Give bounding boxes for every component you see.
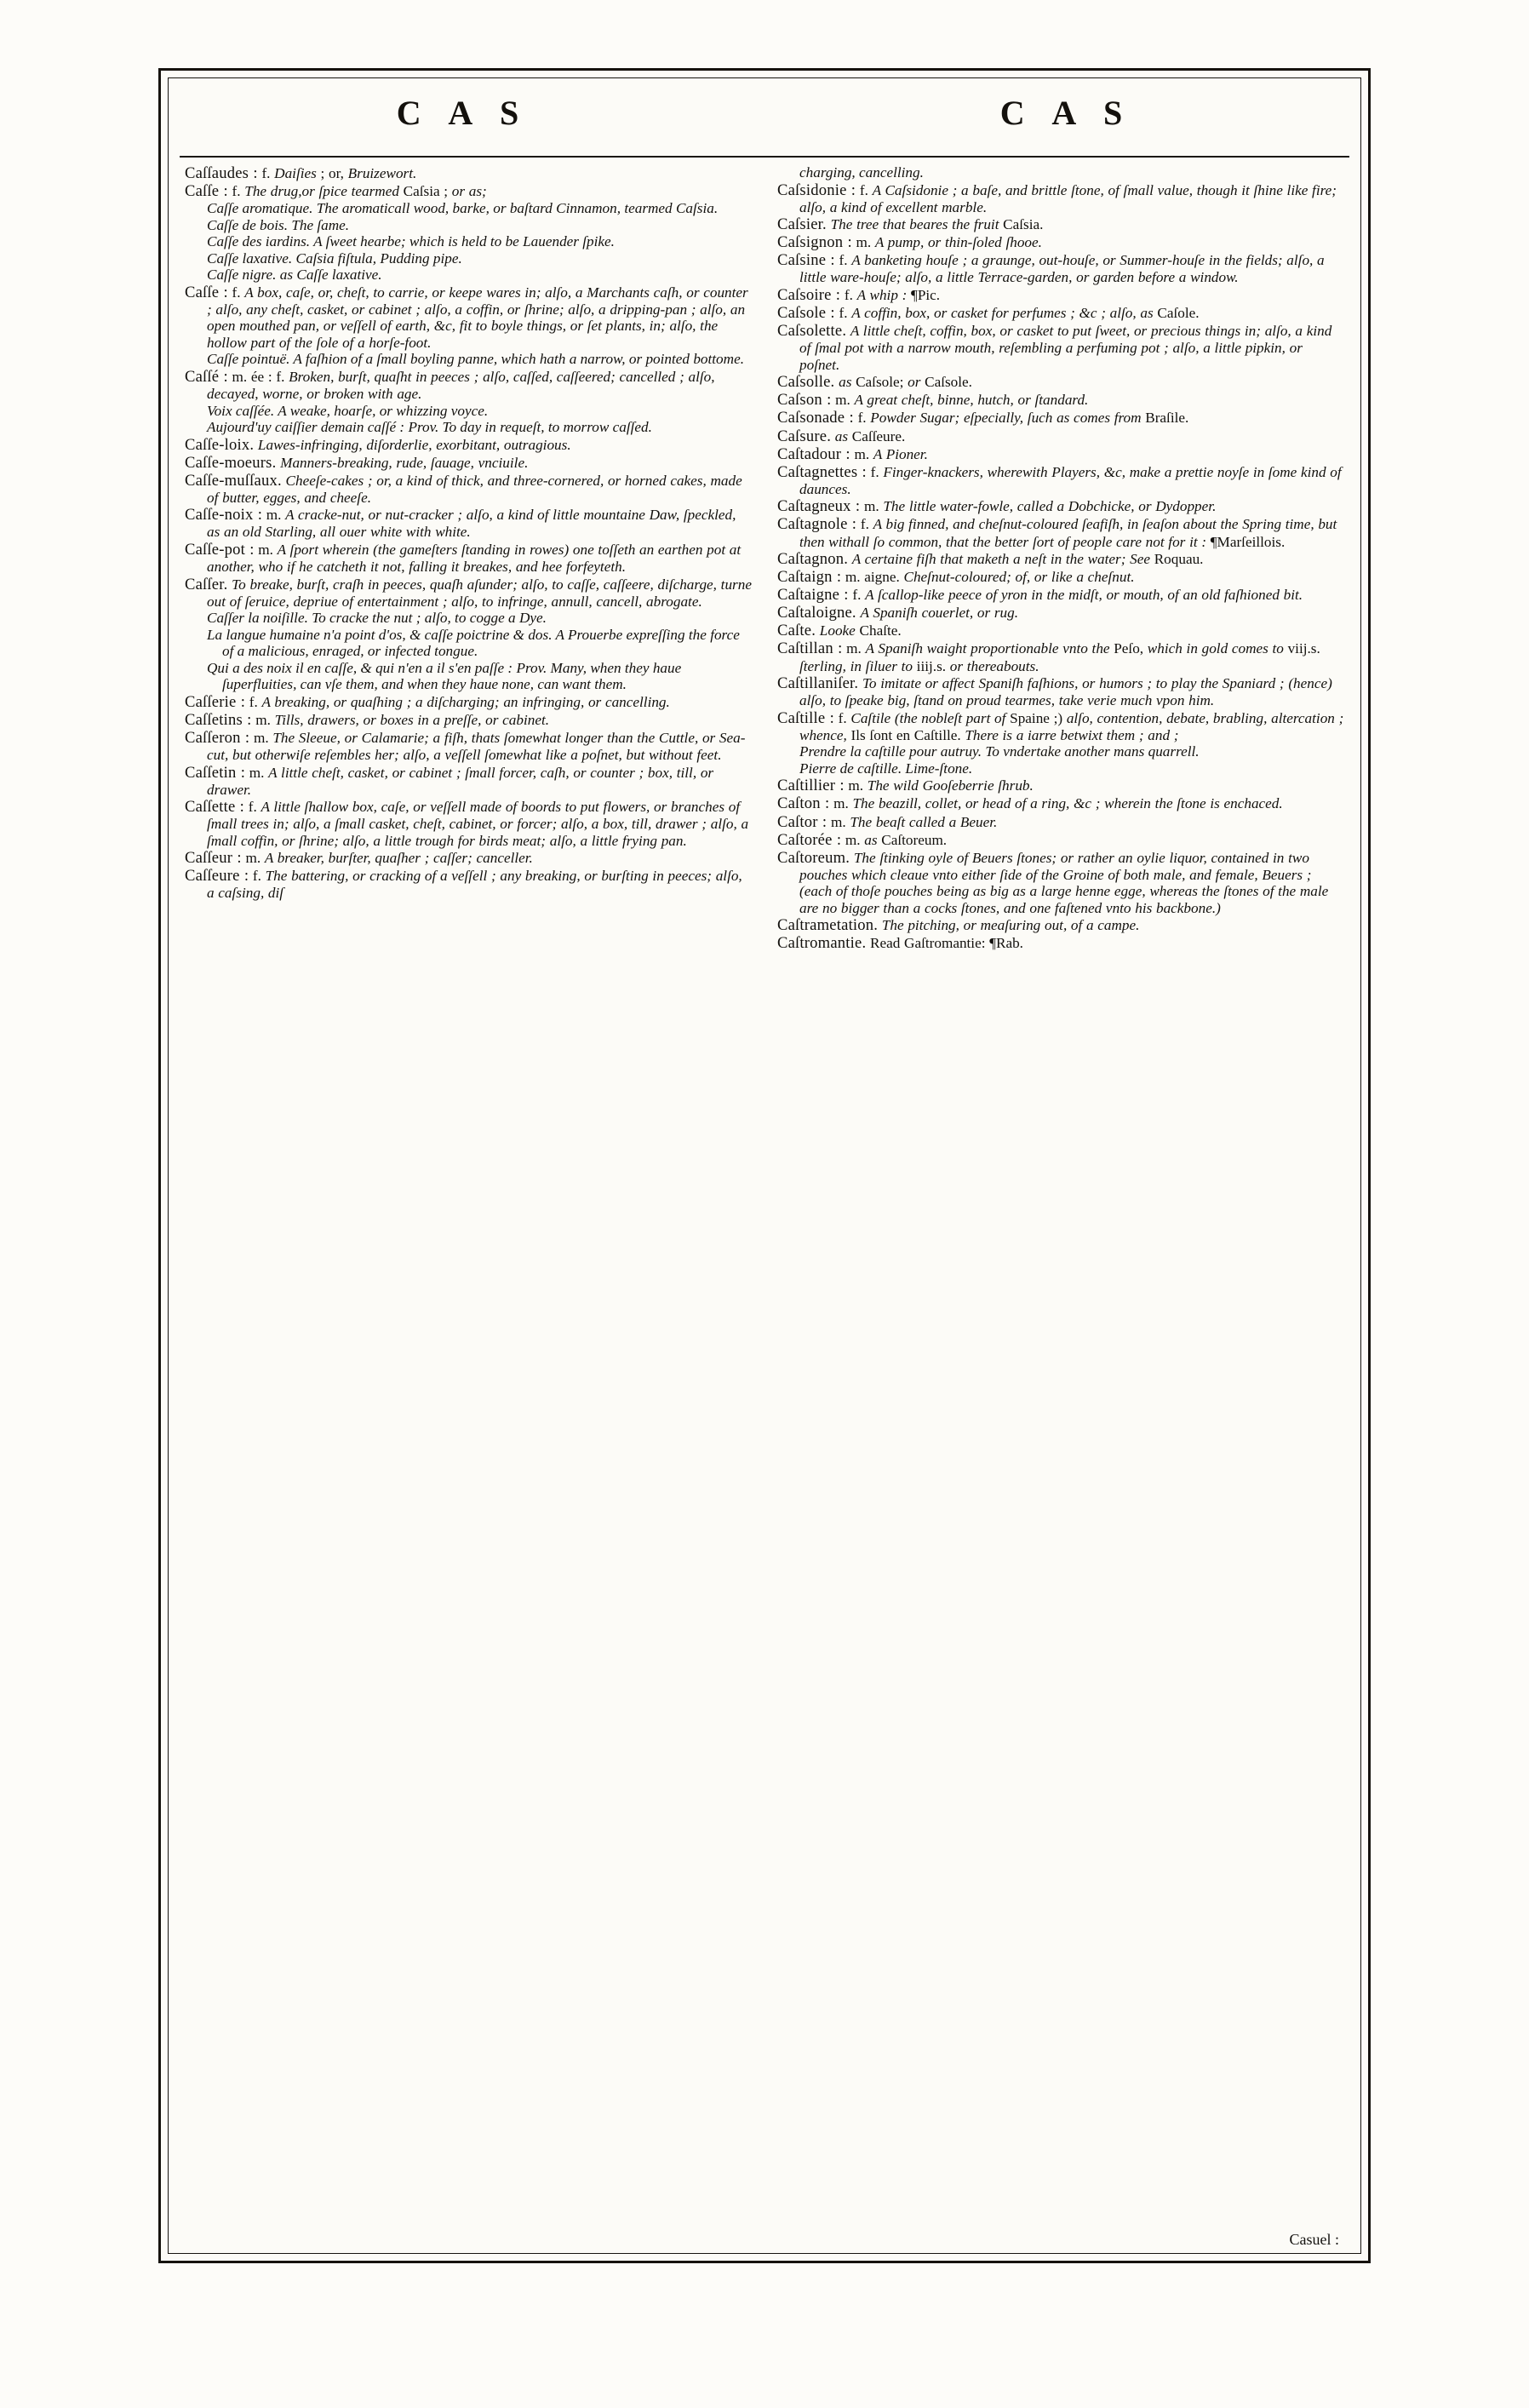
dictionary-subentry: La langue humaine n'a point d'os, & caſſe poictrine & dos. A Prouerbe expreſſing the force of a malicious, enraged, or infected tongue. [207,626,740,660]
entry-headword: Caſsignon : [777,233,852,252]
entry-definition: f. A little ſhallow box, caſe, or veſſell made of boords to put flowers, or branches of ſmall trees in; alſo, a ſmall casket, cheſt, cabinet, or forcer; alſo, a box, till, drawer ; alſo, a ſmall coffin, or ſhrine; alſo, a little trough for birds meat; alſo, a little frying pan. [207,799,749,849]
entry-headword: Caſſetin : [185,763,246,782]
entry-definition: m. The little water-fowle, called a Dobchicke, or Dydopper. [860,498,1217,515]
dictionary-entry [777,568,1344,586]
entry-definition: The pitching, or meaſuring out, of a campe. [881,917,1140,934]
running-head-left: C A S [396,94,530,132]
entry-headword: Caſſe-muſſaux. [185,471,282,490]
entry-definition: m. A breaker, burſter, quaſher ; caſſer; canceller. [241,850,533,867]
dictionary-entry [185,436,752,454]
column-right [772,164,1349,2247]
entry-headword: Caſſe-pot : [185,540,255,559]
entry-definition: The tree that beares the fruit Caſsia. [830,216,1044,233]
dictionary-subentry: Caſſe nigre. as Caſſe laxative. [207,267,382,284]
dictionary-subentry: Pierre de caſtille. Lime-ſtone. [799,760,973,777]
entry-headword: Caſtagneux : [777,497,861,516]
dictionary-entry [777,709,1344,744]
entry-headword: Caſsolette. [777,322,847,341]
entry-definition: f. The battering, or cracking of a veſſell ; any breaking, or burſting in peeces; alſo, a caſsing, diſ [207,868,742,902]
entry-definition: m. The wild Gooſeberrie ſhrub. [844,777,1034,794]
dictionary-entry [777,777,1344,794]
entry-headword: Caſtadour : [777,444,850,463]
entry-definition: m. A great cheſt, binne, hutch, or ſtandard. [831,392,1089,409]
dictionary-entry [777,586,1344,604]
dictionary-entry [185,368,752,403]
entry-headword: Caſſetins : [185,710,252,729]
entry-definition: A little cheſt, coffin, box, or casket to put ſweet, or precious things in; alſo, a kind of ſmal pot with a narrow mouth, reſembling a perfuming pot ; alſo, a little pipkin, or poſnet. [799,323,1332,373]
dictionary-entry [185,849,752,867]
entry-headword: Caſſe-loix. [185,435,255,454]
entry-headword: Caſsure. [777,427,832,445]
entry-headword: Caſtrametation. [777,916,879,935]
entry-headword: Caſtorée : [777,830,842,849]
entry-headword: Caſtaign : [777,568,842,587]
dictionary-entry [777,181,1344,216]
entry-headword: Caſtoreum. [777,848,850,867]
dictionary-entry [777,427,1344,445]
entry-definition: Cheeſe-cakes ; or, a kind of thick, and three-cornered, or horned cakes, made of butter, egges, and cheeſe. [207,472,742,506]
entry-definition: f. Daiſies ; or, Bruizewort. [257,165,417,181]
entry-headword: Caſsine : [777,251,835,270]
dictionary-subentry: Prendre la caſtille pour autruy. To vndertake another mans quarrell. [799,743,1200,760]
dictionary-entry [777,831,1344,849]
entry-definition: The ſtinking oyle of Beuers ſtones; or rather an oylie liquor, contained in two pouches which cleaue vnto either ſide of the Groine of both male, and female, Beuers ; (each of thoſe pouches being as big as a large henne egge, whereas the ſtones of the male are no bigger than a cocks ſtones, and one faſtened vnto his backbone.) [799,849,1329,916]
dictionary-entry [777,515,1344,550]
entry-definition: f. A Caſsidonie ; a baſe, and brittle ſtone, of ſmall value, though it ſhine like fire; alſo, a kind of excellent marble. [799,181,1337,215]
dictionary-subentry: Caſſer la noiſille. To cracke the nut ; alſo, to cogge a Dye. [207,610,547,627]
entry-definition: m. The Sleeue, or Calamarie; a fiſh, thats ſomewhat longer than the Cuttle, or Sea-cut, but otherwiſe reſembles her; alſo, a veſſell ſomewhat like a poſnet, but without feet. [207,729,746,764]
entry-definition: To imitate or affect Spaniſh faſhions, or humors ; to play the Spaniard ; (hence) alſo, to ſpeake big, ſtand on proud tearmes, take verie much vpon him. [799,675,1332,709]
column-continuation-fragment: charging, cancelling. [799,164,924,181]
dictionary-entry [185,576,752,611]
entry-headword: Caſſette : [185,798,245,817]
entry-definition: Manners-breaking, rude, ſauage, vnciuile. [280,454,529,471]
dictionary-entry [777,233,1344,251]
dictionary-entry [777,391,1344,409]
dictionary-entry [185,693,752,711]
dictionary-entry [185,764,752,799]
dictionary-entry [185,182,752,200]
entry-definition: f. Powder Sugar; eſpecially, ſuch as comes from Braſile. [853,410,1189,427]
dictionary-entry [777,622,1344,639]
dictionary-entry [185,454,752,472]
dictionary-entry [777,639,1344,674]
entry-definition: f. A coffin, box, or casket for perfumes ; &c ; alſo, as Caſole. [834,305,1200,322]
entry-headword: Caſtille : [777,708,834,727]
dictionary-subentry: Caſſe pointuë. A faſhion of a ſmall boyling panne, which hath a narrow, or pointed bottome. [207,351,744,368]
entry-headword: Caſsoire : [777,285,841,304]
entry-headword: Caſtillan : [777,639,843,658]
entry-definition: m. The beazill, collet, or head of a ring, &c ; wherein the ſtone is enchaced. [829,795,1283,812]
entry-definition: m. aigne. Cheſnut-coloured; of, or like a cheſnut. [841,569,1135,586]
entry-headword: Caſſe : [185,283,228,301]
entry-headword: Caſton : [777,794,830,813]
dictionary-entry [185,729,752,764]
dictionary-entry [777,215,1344,233]
dictionary-entry [777,916,1344,934]
dictionary-entry [185,284,752,352]
entry-definition: m. A Pioner. [850,445,928,462]
entry-headword: Caſtagnettes : [777,462,867,481]
running-head [161,93,1368,133]
dictionary-entry [777,373,1344,391]
entry-definition: as Caſſeure. [834,427,906,444]
dictionary-subentry: Aujourd'uy caiſſier demain caſſé : Prov. To day in requeſt, to morrow caſſed. [207,419,652,436]
entry-headword: Caſtillaniſer. [777,674,859,693]
entry-headword: Caſtagnon. [777,550,849,569]
entry-headword: Caſſe-moeurs. [185,453,277,472]
dictionary-entry [777,674,1344,709]
entry-headword: Caſsidonie : [777,181,856,199]
entry-definition: Looke Chaſte. [819,622,902,639]
entry-headword: Caſſaudes : [185,164,258,182]
entry-headword: Caſtromantie. [777,934,867,953]
page-plate [158,68,1371,2263]
dictionary-entry [185,711,752,729]
entry-headword: Caſſeure : [185,867,249,886]
dictionary-entry [185,541,752,576]
dictionary-entry [777,409,1344,427]
entry-headword: Caſtagnole : [777,515,857,534]
entry-definition: f. A box, caſe, or, cheſt, to carrie, or keepe wares in; alſo, a Marchants caſh, or counter ; alſo, any cheſt, casket, or cabinet ; alſo, a coffin, or ſhrine; alſo, a dripping-pan ; alſo, an open mouthed pan, or veſſell of earth, &c, fit to boyle things, or ſet plants, in; alſo, the hollow part of the ſole of a horſe-foot. [207,284,748,351]
dictionary-entry [185,798,752,849]
dictionary-entry [777,322,1344,373]
dictionary-entry [185,164,752,182]
entry-headword: Caſſe-noix : [185,506,263,525]
entry-definition: m. The beaſt called a Beuer. [827,813,998,830]
entry-definition: f. Caſtile (the nobleſt part of Spaine ;) alſo, contention, debate, brabling, altercation ; whence, Ils ſont en Caſtille. There is a iarre betwixt them ; and ; [799,709,1344,743]
entry-definition: f. A big finned, and cheſnut-coloured ſeafiſh, in ſeaſon about the Spring time, but then withall ſo common, that the better ſort of people care not for it : ¶Marſeillois. [799,516,1337,550]
entry-definition: Read Gaſtromantie: ¶Rab. [866,935,1023,952]
entry-definition: m. A cracke-nut, or nut-cracker ; alſo, a kind of little mountaine Daw, ſpeckled, as an old Starling, all ouer white with white. [207,507,736,541]
entry-headword: Caſsole : [777,304,835,323]
entry-headword: Caſtaigne : [777,586,849,605]
dictionary-subentry: Caſſe laxative. Caſsia fiſtula, Pudding pipe. [207,249,462,267]
entry-definition: m. as Caſtoreum. [841,831,948,848]
head-rule [180,156,1349,158]
dictionary-subentry: Caſſe de bois. The ſame. [207,216,350,233]
entry-definition: f. Finger-knackers, wherewith Players, &c, make a prettie noyſe in ſome kind of daunces. [799,463,1342,497]
entry-definition: To breake, burſt, craſh in peeces, quaſh aſunder; alſo, to caſſe, caſſeere, diſcharge, turne out of ſeruice, depriue of entertainment ; alſo, to infringe, annull, cancell, abrogate. [207,576,752,610]
dictionary-entry [777,497,1344,515]
entry-definition: as Caſsole; or Caſsole. [839,374,972,391]
entry-definition: f. A banketing houſe ; a graunge, out-houſe, or Summer-houſe in the fields; alſo, a little ware-houſe; alſo, a little Terrace-garden, or garden before a window. [799,252,1325,286]
dictionary-entry [777,934,1344,952]
entry-definition: f. The drug,or ſpice tearmed Caſsia ; or as; [227,183,487,200]
entry-headword: Caſtor : [777,812,827,831]
entry-headword: Caſte. [777,622,816,640]
entry-headword: Caſsonade : [777,409,854,427]
dictionary-entry [777,251,1344,286]
entry-definition: m. ée : f. Broken, burſt, quaſht in peeces ; alſo, caſſed, caſſeered; cancelled ; alſo, decayed, worne, or broken with age. [207,368,715,403]
entry-headword: Caſtillier : [777,777,845,795]
dictionary-entry [777,794,1344,812]
dictionary-entry [777,849,1344,917]
entry-definition: f. A ſcallop-like peece of yron in the midſt, or mouth, of an old faſhioned bit. [848,587,1303,604]
entry-definition: f. A breaking, or quaſhing ; a diſcharging; an infringing, or cancelling. [245,693,670,710]
entry-headword: Caſsolle. [777,373,835,392]
column-left [180,164,757,2247]
dictionary-entry [777,604,1344,622]
running-head-right: C A S [999,94,1133,132]
dictionary-entry [777,813,1344,831]
dictionary-entry [185,506,752,541]
entry-definition: m. A pump, or thin-ſoled ſhooe. [851,234,1042,251]
dictionary-entry [777,463,1344,498]
entry-definition: m. A Spaniſh waight proportionable vnto the Peſo, which in gold comes to viij.s. ſterling, in ſiluer to iiij.s. or thereabouts. [799,640,1320,674]
entry-headword: Caſſe : [185,182,228,201]
entry-headword: Caſtaloigne. [777,604,856,622]
dictionary-entry [777,550,1344,568]
entry-headword: Caſſeur : [185,849,242,868]
dictionary-entry [777,304,1344,322]
entry-headword: Caſſer. [185,575,228,593]
dictionary-entry [777,286,1344,304]
catchword: Casuel : [1289,2231,1339,2248]
dictionary-subentry: Caſſe aromatique. The aromaticall wood, barke, or baſtard Cinnamon, tearmed Caſsia. [207,200,719,217]
entry-headword: Caſſé : [185,367,228,386]
entry-definition: m. A ſport wherein (the gameſters ſtanding in rowes) one toſſeth an earthen pot at another, who if he catcheth it not, falling it breakes, and hee forfeyteth. [207,541,742,576]
dictionary-entry [185,867,752,902]
dictionary-entry [185,472,752,507]
entry-definition: f. A whip : ¶Pic. [840,286,941,303]
dictionary-subentry: Caſſe des iardins. A ſweet hearbe; which is held to be Lauender ſpike. [207,233,615,250]
entry-definition: A certaine fiſh that maketh a neſt in the water; See Roquau. [851,551,1204,568]
entry-headword: Caſsier. [777,215,827,234]
entry-definition: m. A little cheſt, casket, or cabinet ; ſmall forcer, caſh, or counter ; box, till, or drawer. [207,764,714,798]
entry-headword: Caſſerie : [185,692,246,711]
entry-headword: Caſſeron : [185,728,250,747]
text-columns [180,164,1349,2247]
dictionary-entry [777,445,1344,463]
entry-definition: Lawes-infringing, diſorderlie, exorbitant, outragious. [257,436,571,453]
entry-definition: A Spaniſh couerlet, or rug. [860,605,1019,622]
dictionary-subentry: Qui a des noix il en caſſe, & qui n'en a il s'en paſſe : Prov. Many, when they haue ſuperfluities, can vſe them, and when they haue none, can want them. [207,659,682,693]
entry-definition: m. Tills, drawers, or boxes in a preſſe, or cabinet. [251,711,550,728]
entry-headword: Caſson : [777,391,832,410]
dictionary-subentry: Voix caſſée. A weake, hoarſe, or whizzing voyce. [207,402,489,419]
